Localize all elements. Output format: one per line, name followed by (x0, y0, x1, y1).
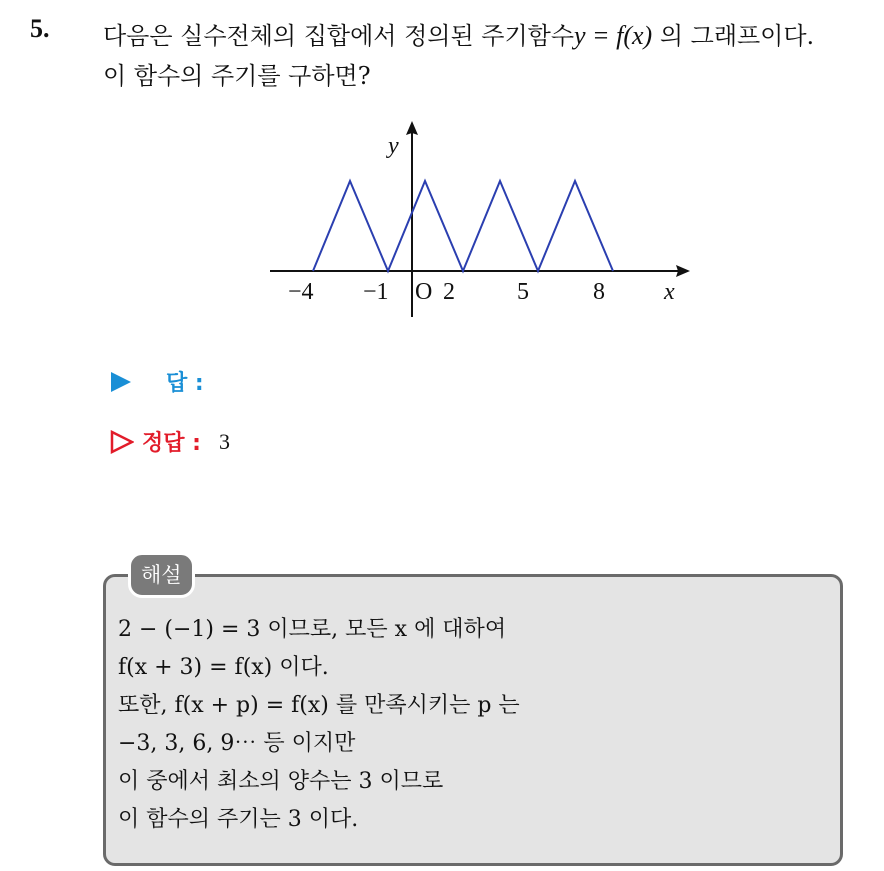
tick-label-5: 5 (517, 279, 529, 305)
question-text: 다음은 실수전체의 집합에서 정의된 주기함수 (103, 22, 575, 50)
question-text-tail: 의 그래프이다. (652, 22, 815, 50)
function-expression: y = f(x) (574, 21, 653, 50)
solution-line-5: 이 중에서 최소의 양수는 3 이므로 (118, 769, 444, 794)
periodic-function-line (313, 181, 613, 271)
solution-line-4: −3, 3, 6, 9⋯ 등 이지만 (118, 731, 356, 756)
solution-line-3: 또한, f(x + p) = f(x) 를 만족시키는 p 는 (118, 693, 520, 718)
y-axis-label: y (388, 133, 399, 159)
tick-label-8: 8 (593, 279, 605, 305)
tick-label-neg4: −4 (288, 279, 314, 305)
question-line-1 (103, 16, 814, 51)
question-number: 5. (30, 14, 50, 43)
correct-answer-label: 정답 : (142, 431, 201, 456)
solution-line-1: 2 − (−1) = 3 이므로, 모든 x 에 대하여 (118, 617, 507, 642)
origin-label: O (415, 279, 433, 305)
correct-answer-value: 3 (218, 428, 230, 454)
outline-triangle-icon (110, 430, 134, 454)
solution-line-2: f(x + 3) = f(x) 이다. (118, 655, 329, 680)
x-axis-arrow-icon (676, 265, 690, 277)
correct-answer-row (110, 426, 230, 457)
x-axis-label: x (664, 279, 675, 305)
solution-line-6: 이 함수의 주기는 3 이다. (118, 807, 359, 832)
answer-label: 답 : (166, 371, 204, 396)
tick-label-2: 2 (443, 279, 455, 305)
question-line-2: 이 함수의 주기를 구하면? (103, 62, 371, 90)
solution-tab: 해설 (128, 552, 195, 598)
y-axis-arrow-icon (406, 121, 418, 135)
function-graph (260, 115, 700, 325)
answer-row (110, 366, 204, 397)
tick-label-neg1: −1 (363, 279, 389, 305)
filled-triangle-icon (110, 371, 132, 393)
